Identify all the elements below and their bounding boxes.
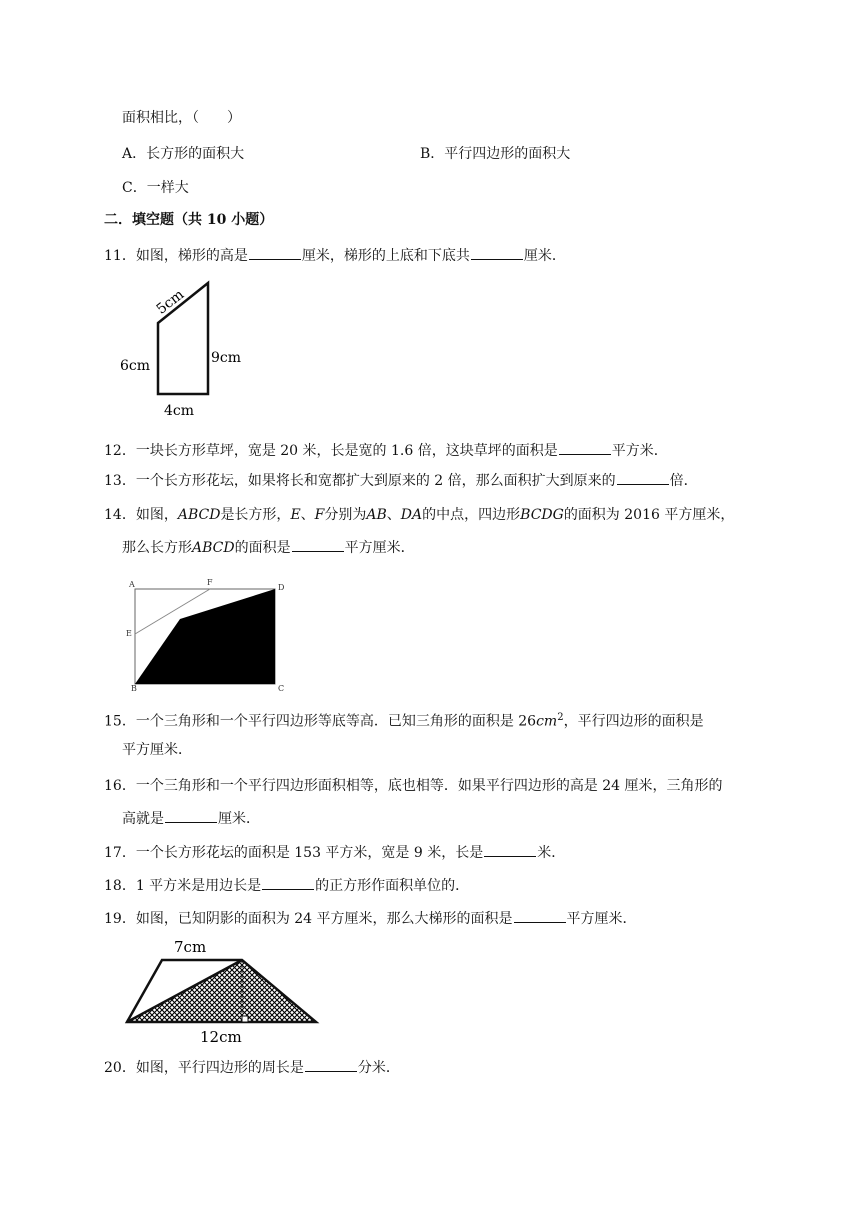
- question-11: [104, 245, 566, 266]
- question-14-line-1: [104, 505, 734, 525]
- question-16-line-1: 16．一个三角形和一个平行四边形面积相等，底也相等．如果平行四边形的高是 24 厘米，三角形的: [104, 778, 723, 794]
- vertex-d: D: [278, 583, 285, 592]
- label-bottom-4cm: 4cm: [164, 403, 195, 419]
- q11-text-2: 厘米，梯形的上底和下底共: [301, 248, 470, 264]
- question-14-line-2: [122, 537, 415, 558]
- label-top-7cm: 7cm: [174, 938, 207, 956]
- question-18: [104, 875, 469, 896]
- section-heading: 二．填空题（共 10 小题）: [104, 212, 274, 228]
- q14-text-3: 、: [300, 507, 315, 523]
- question-20: [104, 1057, 400, 1078]
- answer-blank: [559, 440, 611, 455]
- q20-text-2: 分米．: [357, 1060, 400, 1076]
- question-15-line-1: [104, 708, 704, 732]
- q14-var-f: F: [314, 507, 325, 523]
- q10-option-a: A．长方形的面积大: [122, 146, 245, 162]
- answer-blank: [471, 245, 523, 260]
- shaded-quadrilateral-bcdg: [135, 589, 275, 684]
- q14-text-5: 、: [386, 507, 401, 523]
- q14-text-2: 是长方形，: [220, 507, 291, 523]
- q19-trapezoid-figure: [122, 935, 322, 1047]
- q13-text-1: 13．一个长方形花坛，如果将长和宽都扩大到原来的 2 倍，那么面积扩大到原来的: [104, 473, 616, 489]
- vertex-e: E: [126, 629, 132, 638]
- q11-text-1: 11．如图，梯形的高是: [104, 248, 248, 264]
- q14-line2-c: 平方厘米．: [344, 540, 415, 556]
- q19-text-1: 19．如图，已知阴影的面积为 24 平方厘米，那么大梯形的面积是: [104, 911, 513, 927]
- q19-text-2: 平方厘米．: [566, 911, 637, 927]
- question-12: [104, 440, 668, 461]
- q14-rectangle-figure: [122, 577, 292, 692]
- q10-stem-tail: 面积相比，（ ）: [122, 110, 241, 126]
- vertex-c: C: [278, 684, 285, 693]
- q14-text-6: 的中点，四边形: [422, 507, 521, 523]
- q14-var-abcd: ABCD: [177, 507, 221, 523]
- q13-text-2: 倍．: [669, 473, 698, 489]
- right-angle-mark: [242, 1016, 248, 1022]
- q11-text-3: 厘米．: [523, 248, 566, 264]
- q17-text-1: 17．一个长方形花坛的面积是 153 平方米，宽是 9 米，长是: [104, 845, 484, 861]
- answer-blank: [165, 808, 217, 823]
- q15-unit-exponent: 2: [557, 712, 564, 723]
- question-17: [104, 842, 565, 863]
- q14-text-7: 的面积为 2016 平方厘米，: [563, 507, 735, 523]
- answer-blank: [262, 875, 314, 890]
- label-top-5cm: 5cm: [153, 286, 188, 318]
- q20-text-1: 20．如图，平行四边形的周长是: [104, 1060, 304, 1076]
- q14-text-1: 14．如图，: [104, 507, 178, 523]
- q14-line2-b: 的面积是: [234, 540, 291, 556]
- vertex-f: F: [207, 578, 213, 587]
- label-right-9cm: 9cm: [211, 350, 242, 366]
- question-15-line-2: 平方厘米．: [122, 742, 192, 758]
- q14-line2-a: 那么长方形: [122, 540, 192, 556]
- vertex-a: A: [129, 580, 135, 589]
- q12-text-2: 平方米．: [611, 443, 668, 459]
- question-19: [104, 908, 637, 929]
- q16-line2-b: 厘米．: [218, 811, 260, 827]
- q15-text-2: ，平行四边形的面积是: [563, 713, 704, 730]
- q18-text-2: 的正方形作面积单位的．: [315, 878, 470, 894]
- question-16-line-2: [122, 808, 260, 829]
- q14-var-bcdg: BCDG: [520, 507, 564, 523]
- answer-blank: [514, 908, 566, 923]
- q18-text-1: 18．1 平方米是用边长是: [104, 878, 262, 894]
- q10-option-b: B．平行四边形的面积大: [420, 146, 571, 162]
- label-left-6cm: 6cm: [120, 358, 151, 374]
- q10-option-c: C．一样大: [122, 180, 189, 196]
- q14-text-4: 分别为: [324, 507, 367, 523]
- q11-trapezoid-figure: [118, 278, 248, 423]
- answer-blank: [305, 1057, 357, 1072]
- label-bottom-12cm: 12cm: [200, 1028, 242, 1046]
- question-13: [104, 470, 698, 491]
- q15-text-1: 15．一个三角形和一个平行四边形等底等高．已知三角形的面积是 26: [104, 713, 537, 730]
- answer-blank: [484, 842, 536, 857]
- q14-var-e: E: [290, 507, 301, 523]
- q14-var-da: DA: [400, 507, 423, 523]
- answer-blank: [617, 470, 669, 485]
- vertex-b: B: [131, 684, 137, 693]
- q14-var-ab: AB: [366, 507, 387, 523]
- answer-blank: [249, 245, 301, 260]
- q16-line2-a: 高就是: [122, 811, 164, 827]
- q12-text-1: 12．一块长方形草坪，宽是 20 米，长是宽的 1.6 倍，这块草坪的面积是: [104, 443, 558, 459]
- answer-blank: [292, 537, 344, 552]
- q14-var-abcd-2: ABCD: [192, 540, 235, 556]
- q17-text-2: 米．: [537, 845, 566, 861]
- q15-unit: cm: [536, 713, 558, 730]
